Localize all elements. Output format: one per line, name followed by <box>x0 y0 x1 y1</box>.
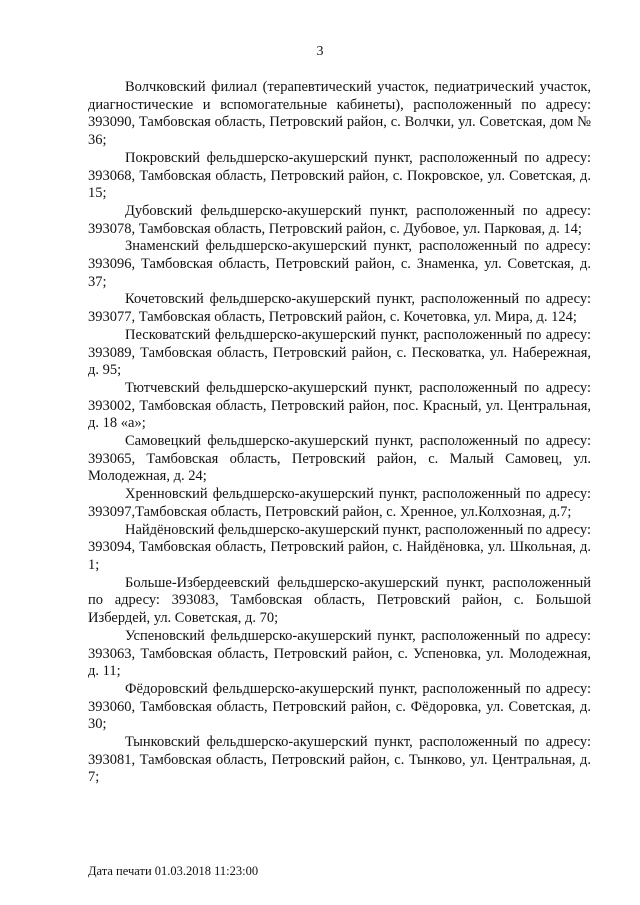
paragraph-bolshe-izberdeevsky: Больше-Избердеевский фельдшерско-акушерский пункт, расположенный по адресу: 393083, Тамбовская область, Петровский район, с. Большой Избердей, ул. Советская, д. 70; <box>88 574 591 627</box>
paragraph-khrennovsky: Хренновский фельдшерско-акушерский пункт, расположенный по адресу: 393097,Тамбовская область, Петровский район, с. Хренное, ул.Колхозная, д.7; <box>88 486 591 520</box>
page-number: 3 <box>316 44 324 59</box>
print-date-footer: Дата печати 01.03.2018 11:23:00 <box>88 864 259 878</box>
paragraph-kochetovsky: Кочетовский фельдшерско-акушерский пункт, расположенный по адресу: 393077, Тамбовская область, Петровский район, с. Кочетовка, ул. Мира, д. 124; <box>88 291 591 326</box>
paragraph-peskovatsky: Песковатский фельдшерско-акушерский пункт, расположенный по адресу: 393089, Тамбовская область, Петровский район, с. Песковатка, ул. Набережная, д. 95; <box>88 326 591 379</box>
paragraph-tyutchevsky: Тютчевский фельдшерско-акушерский пункт, расположенный по адресу: 393002, Тамбовская область, Петровский район, пос. Красный, ул. Центральная, д. 18 «а»; <box>88 379 591 432</box>
paragraph-dubovsky: Дубовский фельдшерско-акушерский пункт, расположенный по адресу: 393078, Тамбовская область, Петровский район, с. Дубовое, ул. Парковая, д. 14; <box>88 202 591 237</box>
paragraph-znamensky: Знаменский фельдшерско-акушерский пункт, расположенный по адресу: 393096, Тамбовская область, Петровский район, с. Знаменка, ул. Советская, д. 37; <box>88 238 591 290</box>
paragraph-pokrovsky: Покровский фельдшерско-акушерский пункт, расположенный по адресу: 393068, Тамбовская область, Петровский район, с. Покровское, ул. Советская, д. 15; <box>88 149 591 202</box>
document-body <box>88 79 591 787</box>
paragraph-tynkovsky: Тынковский фельдшерско-акушерский пункт, расположенный по адресу: 393081, Тамбовская область, Петровский район, с. Тынково, ул. Центральная, д. 7; <box>88 734 591 786</box>
paragraph-fedorovsky: Фёдоровский фельдшерско-акушерский пункт, расположенный по адресу: 393060, Тамбовская область, Петровский район, с. Фёдоровка, ул. Советская, д. 30; <box>88 680 591 733</box>
paragraph-volchkovsky: Волчковский филиал (терапевтический участок, педиатрический участок, диагностические и вспомогательные кабинеты), расположенный по адресу: 393090, Тамбовская область, Петровский район, с. Волчки, ул. Советская, дом № 36; <box>88 79 591 149</box>
paragraph-samovetsky: Самовецкий фельдшерско-акушерский пункт, расположенный по адресу: 393065, Тамбовская область, Петровский район, с. Малый Самовец, ул. Молодежная, д. 24; <box>88 433 591 485</box>
paragraph-naydenovsky: Найдёновский фельдшерско-акушерский пункт, расположенный по адресу: 393094, Тамбовская область, Петровский район, с. Найдёновка, ул. Школьная, д. 1; <box>88 521 591 573</box>
paragraph-uspenovsky: Успеновский фельдшерско-акушерский пункт, расположенный по адресу: 393063, Тамбовская область, Петровский район, с. Успеновка, ул. Молодежная, д. 11; <box>88 627 591 680</box>
